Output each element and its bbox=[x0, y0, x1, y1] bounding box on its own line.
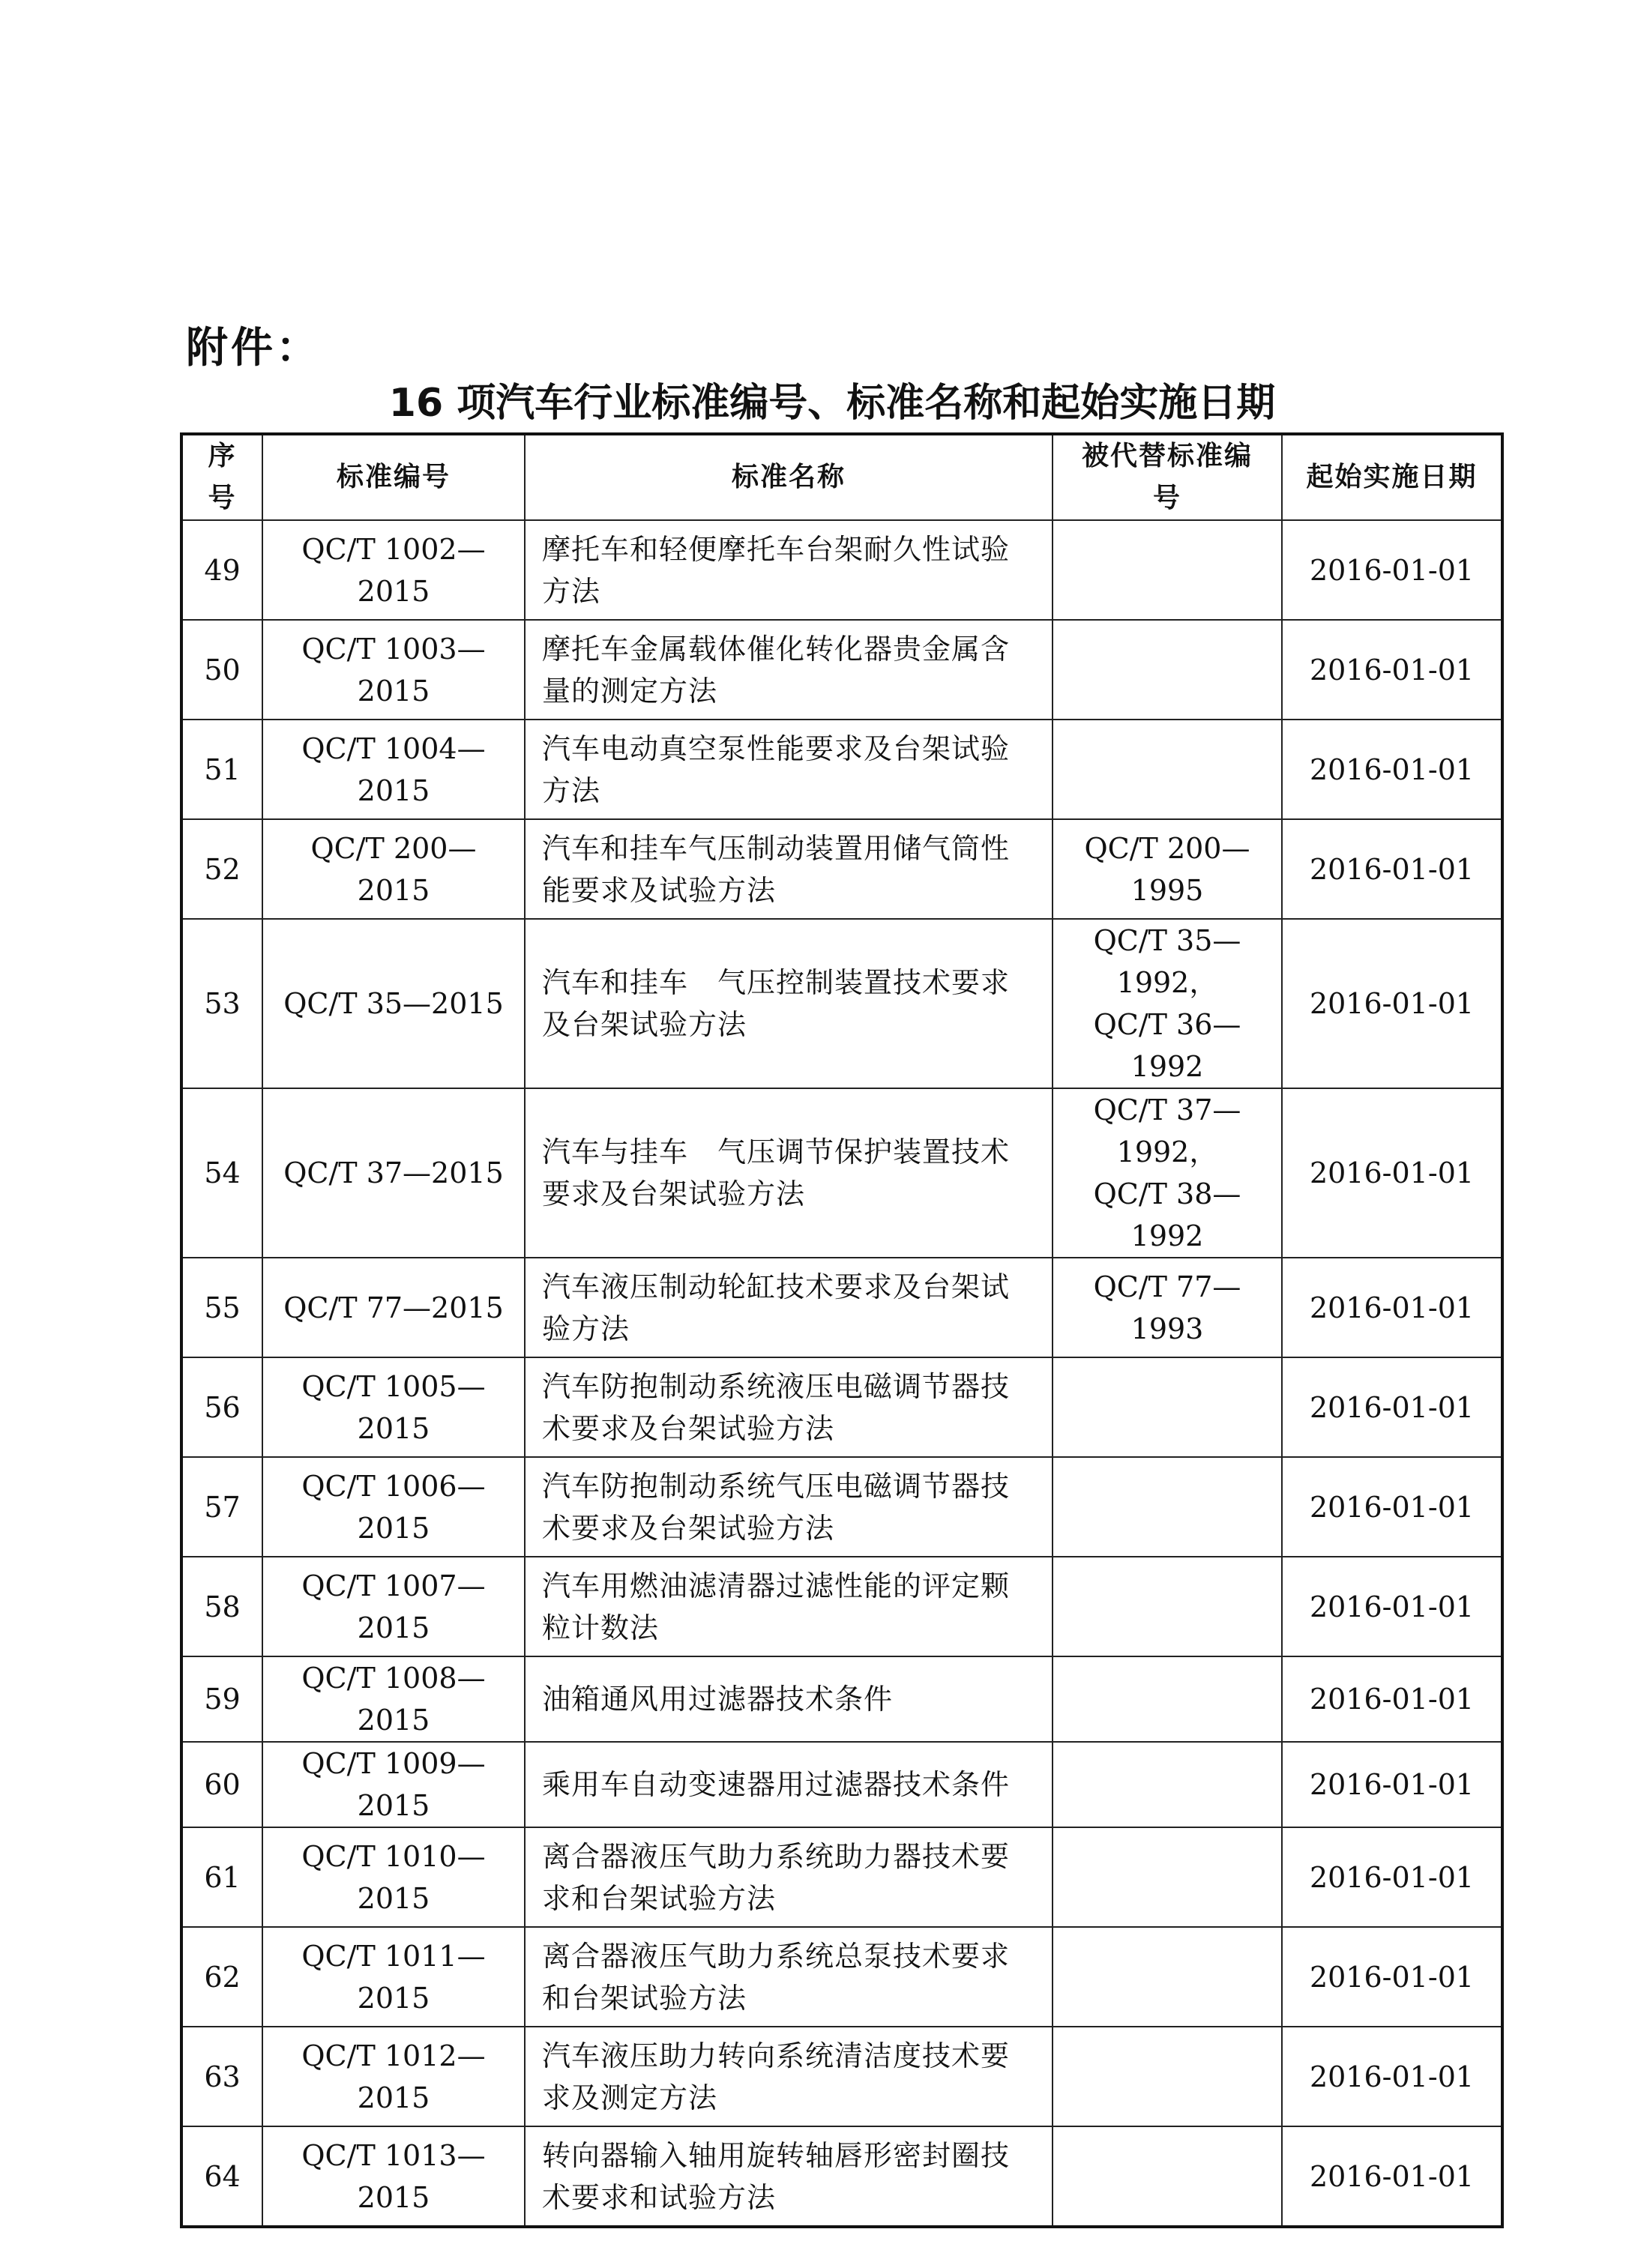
row-number: 61 bbox=[181, 1827, 262, 1927]
row-number: 55 bbox=[181, 1258, 262, 1357]
replaced-code: QC/T 37—1992， QC/T 38—1992 bbox=[1053, 1088, 1282, 1258]
row-number: 60 bbox=[181, 1742, 262, 1827]
table-header-row bbox=[181, 434, 1502, 520]
row-number: 62 bbox=[181, 1927, 262, 2027]
row-number: 63 bbox=[181, 2027, 262, 2126]
standard-name: 摩托车和轻便摩托车台架耐久性试验方法 bbox=[525, 520, 1053, 620]
effective-date: 2016-01-01 bbox=[1282, 819, 1502, 919]
table-row bbox=[181, 1357, 1502, 1457]
effective-date: 2016-01-01 bbox=[1282, 720, 1502, 819]
standard-code: QC/T 1006—2015 bbox=[262, 1457, 525, 1557]
table-row bbox=[181, 2027, 1502, 2126]
standard-code: QC/T 35—2015 bbox=[262, 919, 525, 1088]
table-row bbox=[181, 1457, 1502, 1557]
table-row bbox=[181, 1088, 1502, 1258]
standard-name: 摩托车金属载体催化转化器贵金属含量的测定方法 bbox=[525, 620, 1053, 720]
standard-code: QC/T 77—2015 bbox=[262, 1258, 525, 1357]
standard-code: QC/T 1012—2015 bbox=[262, 2027, 525, 2126]
effective-date: 2016-01-01 bbox=[1282, 1927, 1502, 2027]
standard-code: QC/T 1004—2015 bbox=[262, 720, 525, 819]
standard-name: 汽车和挂车 气压控制装置技术要求及台架试验方法 bbox=[525, 919, 1053, 1088]
standard-code: QC/T 1005—2015 bbox=[262, 1357, 525, 1457]
replaced-code bbox=[1053, 2126, 1282, 2227]
effective-date: 2016-01-01 bbox=[1282, 1827, 1502, 1927]
replaced-code bbox=[1053, 720, 1282, 819]
effective-date: 2016-01-01 bbox=[1282, 1557, 1502, 1656]
standard-code: QC/T 1009—2015 bbox=[262, 1742, 525, 1827]
standard-name: 油箱通风用过滤器技术条件 bbox=[525, 1656, 1053, 1742]
table-row bbox=[181, 520, 1502, 620]
replaced-code bbox=[1053, 1557, 1282, 1656]
replaced-code: QC/T 77—1993 bbox=[1053, 1258, 1282, 1357]
standard-name: 汽车防抱制动系统液压电磁调节器技术要求及台架试验方法 bbox=[525, 1357, 1053, 1457]
replaced-code: QC/T 200—1995 bbox=[1053, 819, 1282, 919]
standard-code: QC/T 1011—2015 bbox=[262, 1927, 525, 2027]
replaced-code bbox=[1053, 1457, 1282, 1557]
effective-date: 2016-01-01 bbox=[1282, 520, 1502, 620]
effective-date: 2016-01-01 bbox=[1282, 919, 1502, 1088]
standard-name: 汽车防抱制动系统气压电磁调节器技术要求及台架试验方法 bbox=[525, 1457, 1053, 1557]
table-row bbox=[181, 620, 1502, 720]
standard-name: 离合器液压气助力系统助力器技术要求和台架试验方法 bbox=[525, 1827, 1053, 1927]
table-row bbox=[181, 1742, 1502, 1827]
replaced-code bbox=[1053, 1357, 1282, 1457]
header-name: 标准名称 bbox=[525, 434, 1053, 520]
attachment-label: 附件： bbox=[186, 324, 321, 373]
document-title: 16 项汽车行业标准编号、标准名称和起始实施日期 bbox=[388, 381, 1276, 426]
standard-name: 转向器输入轴用旋转轴唇形密封圈技术要求和试验方法 bbox=[525, 2126, 1053, 2227]
effective-date: 2016-01-01 bbox=[1282, 1088, 1502, 1258]
row-number: 57 bbox=[181, 1457, 262, 1557]
effective-date: 2016-01-01 bbox=[1282, 1457, 1502, 1557]
header-replaced: 被代替标准编号 bbox=[1053, 434, 1282, 520]
replaced-code bbox=[1053, 1742, 1282, 1827]
table-row bbox=[181, 1557, 1502, 1656]
standard-name: 汽车液压制动轮缸技术要求及台架试验方法 bbox=[525, 1258, 1053, 1357]
standard-code: QC/T 1010—2015 bbox=[262, 1827, 525, 1927]
standards-table bbox=[180, 432, 1504, 2228]
header-no: 序号 bbox=[181, 434, 262, 520]
replaced-code bbox=[1053, 620, 1282, 720]
table-body bbox=[181, 520, 1502, 2227]
standard-name: 汽车电动真空泵性能要求及台架试验方法 bbox=[525, 720, 1053, 819]
standard-name: 乘用车自动变速器用过滤器技术条件 bbox=[525, 1742, 1053, 1827]
effective-date: 2016-01-01 bbox=[1282, 2027, 1502, 2126]
row-number: 59 bbox=[181, 1656, 262, 1742]
table-row bbox=[181, 1927, 1502, 2027]
row-number: 58 bbox=[181, 1557, 262, 1656]
replaced-code bbox=[1053, 2027, 1282, 2126]
row-number: 64 bbox=[181, 2126, 262, 2227]
standard-code: QC/T 1013—2015 bbox=[262, 2126, 525, 2227]
standard-name: 汽车用燃油滤清器过滤性能的评定颗粒计数法 bbox=[525, 1557, 1053, 1656]
table-row bbox=[181, 2126, 1502, 2227]
standard-code: QC/T 1002—2015 bbox=[262, 520, 525, 620]
standard-name: 汽车液压助力转向系统清洁度技术要求及测定方法 bbox=[525, 2027, 1053, 2126]
standard-code: QC/T 200—2015 bbox=[262, 819, 525, 919]
row-number: 52 bbox=[181, 819, 262, 919]
table-row bbox=[181, 720, 1502, 819]
replaced-code bbox=[1053, 1827, 1282, 1927]
table-row bbox=[181, 1656, 1502, 1742]
row-number: 50 bbox=[181, 620, 262, 720]
standard-name: 离合器液压气助力系统总泵技术要求和台架试验方法 bbox=[525, 1927, 1053, 2027]
standard-code: QC/T 1003—2015 bbox=[262, 620, 525, 720]
row-number: 54 bbox=[181, 1088, 262, 1258]
replaced-code bbox=[1053, 1927, 1282, 2027]
effective-date: 2016-01-01 bbox=[1282, 1742, 1502, 1827]
effective-date: 2016-01-01 bbox=[1282, 2126, 1502, 2227]
table-row bbox=[181, 819, 1502, 919]
row-number: 53 bbox=[181, 919, 262, 1088]
header-code: 标准编号 bbox=[262, 434, 525, 520]
replaced-code bbox=[1053, 520, 1282, 620]
effective-date: 2016-01-01 bbox=[1282, 1357, 1502, 1457]
standard-name: 汽车和挂车气压制动装置用储气筒性能要求及试验方法 bbox=[525, 819, 1053, 919]
standard-code: QC/T 1008—2015 bbox=[262, 1656, 525, 1742]
standard-code: QC/T 1007—2015 bbox=[262, 1557, 525, 1656]
row-number: 49 bbox=[181, 520, 262, 620]
header-date: 起始实施日期 bbox=[1282, 434, 1502, 520]
table-row bbox=[181, 919, 1502, 1088]
effective-date: 2016-01-01 bbox=[1282, 620, 1502, 720]
standard-name: 汽车与挂车 气压调节保护装置技术要求及台架试验方法 bbox=[525, 1088, 1053, 1258]
standard-code: QC/T 37—2015 bbox=[262, 1088, 525, 1258]
replaced-code bbox=[1053, 1656, 1282, 1742]
effective-date: 2016-01-01 bbox=[1282, 1656, 1502, 1742]
row-number: 51 bbox=[181, 720, 262, 819]
replaced-code: QC/T 35—1992， QC/T 36—1992 bbox=[1053, 919, 1282, 1088]
table-row bbox=[181, 1258, 1502, 1357]
table-row bbox=[181, 1827, 1502, 1927]
effective-date: 2016-01-01 bbox=[1282, 1258, 1502, 1357]
row-number: 56 bbox=[181, 1357, 262, 1457]
